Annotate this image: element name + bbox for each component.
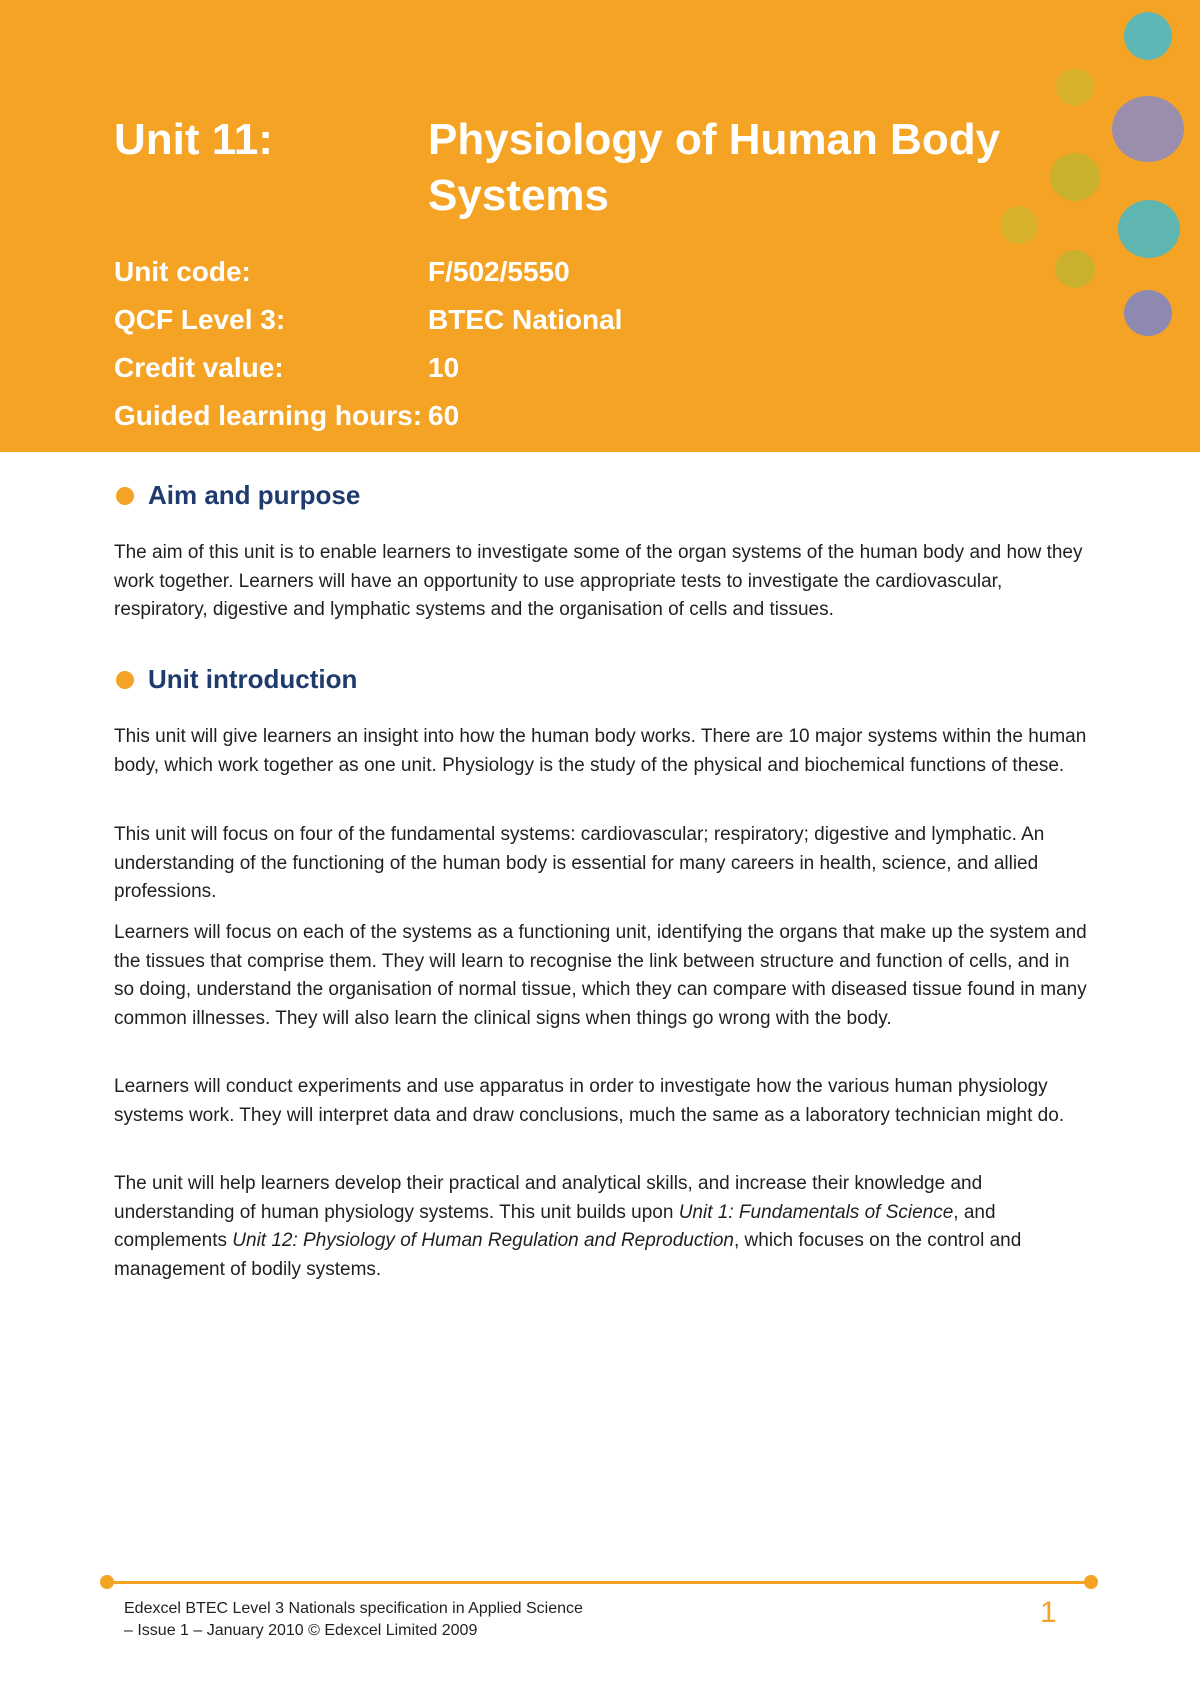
- intro-paragraph-2: This unit will focus on four of the fundamental systems: cardiovascular; respiratory; digestive and lymphatic. An understanding of the functioning of the human body is essential for many careers in health, science, and allied professions.: [114, 824, 1045, 902]
- intro-heading: Unit introduction: [148, 664, 358, 694]
- decorative-circle: [1124, 290, 1172, 336]
- footer-divider-endpoint: [100, 1575, 114, 1589]
- bullet-icon: [116, 487, 134, 505]
- guided-hours-label: Guided learning hours:: [114, 400, 423, 431]
- credit-value-label: Credit value:: [114, 352, 284, 383]
- page-number: 1: [1040, 1596, 1057, 1629]
- decorative-circle: [1124, 12, 1172, 60]
- footer-text: [124, 1598, 583, 1642]
- decorative-circle: [1056, 68, 1094, 106]
- intro-section-heading: [116, 664, 357, 695]
- qcf-level-label: QCF Level 3:: [114, 304, 286, 335]
- decorative-circle: [1112, 96, 1184, 162]
- intro-paragraph-3: Learners will focus on each of the systems as a functioning unit, identifying the organs that make up the system and the tissues that comprise them. They will learn to recognise the link between structure and function of cells, and in so doing, understand the organisation of normal tissue, which they can compare with diseased tissue found in many common illnesses. They will also learn the clinical signs when things go wrong with the body.: [114, 922, 1087, 1029]
- unit-code-label: Unit code:: [114, 256, 251, 287]
- intro-p5-text-a: The unit will help learners develop their practical and analytical skills, and increase their knowledge and understanding of human physiology systems. This unit builds upon: [114, 1173, 983, 1223]
- credit-value-value: 10: [428, 352, 460, 383]
- bullet-icon: [116, 671, 134, 689]
- intro-p5-text-b: , and complements: [114, 1201, 996, 1251]
- unit-code-value: F/502/5550: [428, 256, 570, 287]
- decorative-circle: [1055, 250, 1095, 288]
- intro-paragraph-5: [114, 1170, 1094, 1284]
- aim-section-heading: [116, 480, 360, 511]
- aim-paragraph: The aim of this unit is to enable learners to investigate some of the organ systems of the human body and how they work together. Learners will have an opportunity to use appropriate tests to investigate the cardiovascular, respiratory, digestive and lymphatic systems and the organisation of cells and tissues.: [114, 542, 1083, 620]
- unit-title: Physiology of Human Body Systems: [428, 115, 1001, 220]
- intro-paragraph-1: This unit will give learners an insight into how the human body works. There are 10 major systems within the human body, which work together as one unit. Physiology is the study of the physical and biochemical functions of these.: [114, 726, 1087, 776]
- aim-heading: Aim and purpose: [148, 480, 361, 510]
- unit-1-reference: Unit 1: Fundamentals of Science: [678, 1201, 954, 1223]
- unit-label: Unit 11:: [114, 115, 273, 164]
- footer-line-1: Edexcel BTEC Level 3 Nationals specification in Applied Science: [124, 1600, 583, 1617]
- footer-divider-endpoint: [1084, 1575, 1098, 1589]
- decorative-circle: [1118, 200, 1180, 258]
- header-banner: [0, 0, 1200, 452]
- intro-p5-text-c: , which focuses on the control and management of bodily systems.: [114, 1230, 1022, 1280]
- intro-paragraph-4: Learners will conduct experiments and use apparatus in order to investigate how the various human physiology systems work. They will interpret data and draw conclusions, much the same as a laboratory technician might do.: [114, 1076, 1065, 1126]
- footer-divider: [106, 1581, 1092, 1584]
- qcf-level-value: BTEC National: [428, 304, 623, 335]
- footer-line-2: – Issue 1 – January 2010 © Edexcel Limited 2009: [124, 1622, 478, 1639]
- guided-hours-value: 60: [428, 400, 460, 431]
- unit-12-reference: Unit 12: Physiology of Human Regulation and Reproduction: [232, 1230, 734, 1251]
